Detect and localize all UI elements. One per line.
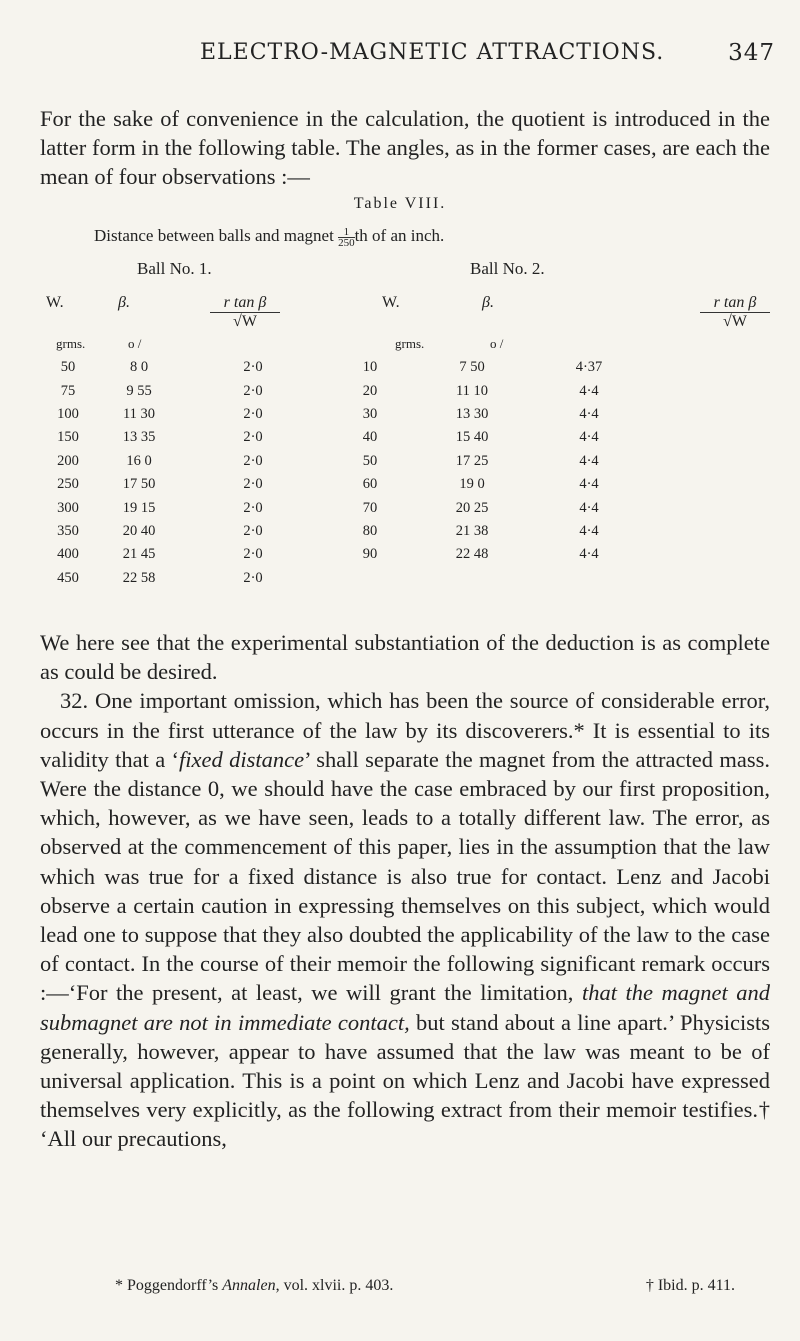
cell-w2: 60	[362, 476, 378, 493]
cell-w1: 450	[57, 569, 79, 586]
paragraph-32	[40, 686, 770, 1153]
col-rtan-numerator-2: r tan β	[700, 294, 770, 313]
unit-deg-min-2: o /	[490, 336, 504, 351]
table-row	[40, 496, 650, 519]
table-row	[40, 450, 650, 473]
col-w-heading-1: W.	[46, 294, 64, 311]
paragraph-32-part-b: ’ shall separate the magnet from the attracted mass. Were the distance 0, we should have the case embraced by our first proposition, which, however, as we have seen, leads to a totally different law. The error, as observed at the commencement of this paper, lies in the assumption that the law which was true for a fixed distance is also true for contact. Lenz and Jacobi observe a certain caution in expressing themselves on this subject, which would lead one to suppose that they also doubted the applicability of the law to the case of contact. In the course of their memoir the following significant remark occurs :—‘For the present, at least, we will grant the limitation,	[40, 746, 770, 1006]
running-title: ELECTRO-MAGNETIC ATTRACTIONS.	[200, 40, 665, 65]
cell-b1: 13 35	[122, 429, 156, 446]
cell-w2	[324, 567, 416, 590]
fraction-denominator: 250	[338, 236, 355, 249]
cell-w2: 40	[362, 429, 378, 446]
table-row	[40, 543, 650, 566]
footnote-star-journal: Annalen	[222, 1277, 276, 1294]
cell-b2: 11 10	[455, 382, 489, 399]
cell-r2: 4·4	[579, 476, 599, 493]
data-table	[40, 356, 650, 590]
col-rtan-heading-1	[210, 294, 280, 331]
cell-r1: 2·0	[243, 359, 263, 376]
fraction-numerator: 1	[338, 227, 355, 238]
cell-w1: 250	[57, 476, 79, 493]
cell-r2: 4·4	[579, 429, 599, 446]
ball-2-heading: Ball No. 2.	[470, 259, 545, 278]
cell-b1: 9 55	[126, 382, 152, 399]
cell-w1: 150	[57, 429, 79, 446]
cell-r1: 2·0	[243, 405, 263, 422]
cell-b1: 20 40	[122, 522, 156, 539]
cell-r1: 2·0	[243, 522, 263, 539]
col-w-heading-2: W.	[382, 294, 400, 311]
cell-r1: 2·0	[243, 476, 263, 493]
cell-w1: 350	[57, 522, 79, 539]
paragraph-32-part-c: but stand about a line apart.’ Physicists generally, however, appear to have assumed that the law was meant to be of universal application. This is a point on which Lenz and Jacobi have expressed themselves very explicitly, as the following extract from their memoir testifies.† ‘All our precautions,	[40, 1009, 770, 1152]
col-rtan-denominator-1: √W	[233, 313, 257, 330]
table-row	[40, 473, 650, 496]
cell-b1: 19 15	[122, 499, 156, 516]
cell-r2: 4·4	[579, 546, 599, 563]
footnote-star-a: * Poggendorff’s	[115, 1277, 223, 1294]
table-row	[40, 403, 650, 426]
col-rtan-heading-2	[700, 294, 770, 331]
cell-b2: 15 40	[455, 429, 489, 446]
cell-r2: 4·4	[579, 452, 599, 469]
cell-r2	[528, 567, 650, 590]
cell-r2: 4·4	[579, 405, 599, 422]
cell-b2: 20 25	[455, 499, 489, 516]
cell-w1: 300	[57, 499, 79, 516]
cell-b1: 21 45	[122, 546, 156, 563]
cell-w2: 70	[362, 499, 378, 516]
unit-grms-2: grms.	[395, 336, 425, 351]
distance-prefix: Distance between balls and magnet	[94, 226, 334, 245]
fixed-distance-emphasis: fixed distance	[179, 746, 305, 772]
table-body	[40, 356, 650, 590]
cell-w2: 50	[362, 452, 378, 469]
page-number: 347	[728, 40, 775, 66]
cell-b1: 8 0	[129, 359, 149, 376]
cell-r2: 4·4	[579, 382, 599, 399]
table-row	[40, 520, 650, 543]
table-row	[40, 567, 650, 590]
cell-b1: 22 58	[122, 569, 156, 586]
cell-w1: 75	[60, 382, 76, 399]
cell-b1: 16 0	[126, 452, 152, 469]
table-distance-note	[94, 226, 444, 248]
cell-r1: 2·0	[243, 429, 263, 446]
cell-w1: 400	[57, 546, 79, 563]
col-beta-heading-1: β.	[118, 294, 130, 311]
cell-w2: 80	[362, 522, 378, 539]
cell-r1: 2·0	[243, 546, 263, 563]
col-rtan-numerator-1: r tan β	[210, 294, 280, 313]
paragraph-1: We here see that the experimental substantiation of the deduction is as complete as could be desired.	[40, 630, 770, 685]
cell-b1: 17 50	[122, 476, 156, 493]
cell-b2: 7 50	[459, 359, 485, 376]
cell-w1: 100	[57, 405, 79, 422]
cell-w2: 30	[362, 405, 378, 422]
unit-deg-min-1: o /	[128, 336, 142, 351]
footnote-dagger: † Ibid. p. 411.	[645, 1277, 735, 1294]
distance-suffix: th of an inch.	[354, 226, 445, 245]
main-text	[40, 628, 770, 1154]
cell-w1: 50	[60, 359, 76, 376]
cell-w2: 90	[362, 546, 378, 563]
cell-b1: 11 30	[122, 405, 156, 422]
intro-paragraph: For the sake of convenience in the calculation, the quotient is introduced in the latter form in the following table. The angles, as in the former cases, are each the mean of four observations :—	[40, 106, 770, 190]
unit-grms-1: grms.	[56, 336, 86, 351]
cell-r1: 2·0	[243, 452, 263, 469]
cell-w2: 20	[362, 382, 378, 399]
cell-r1: 2·0	[243, 382, 263, 399]
cell-b2: 22 48	[455, 546, 489, 563]
cell-w2: 10	[362, 359, 378, 376]
table-caption: Table VIII.	[353, 195, 447, 212]
col-rtan-denominator-2: √W	[723, 313, 747, 330]
cell-b2: 17 25	[455, 452, 489, 469]
table-row	[40, 426, 650, 449]
table-row	[40, 379, 650, 402]
cell-b2: 19 0	[459, 476, 485, 493]
paragraph-32-part-a: 32. One important omission, which has been the source of considerable error, occurs in the first utterance of the law by its discoverers.* It is essential to its validity that a ‘	[40, 688, 770, 772]
cell-r2: 4·37	[575, 359, 603, 376]
cell-r1: 2·0	[243, 499, 263, 516]
cell-r2: 4·4	[579, 499, 599, 516]
footnote-star-b: , vol. xlvii. p. 403.	[275, 1277, 394, 1294]
cell-b2: 13 30	[455, 405, 489, 422]
cell-b2: 21 38	[455, 522, 489, 539]
cell-r2: 4·4	[579, 522, 599, 539]
col-beta-heading-2: β.	[482, 294, 494, 311]
cell-r1: 2·0	[243, 569, 263, 586]
distance-fraction	[338, 227, 355, 248]
table-row	[40, 356, 650, 379]
footnote-star	[115, 1277, 393, 1295]
ball-1-heading: Ball No. 1.	[137, 259, 212, 278]
contact-limitation-emphasis: that the magnet and submagnet are not in immediate contact,	[40, 980, 770, 1035]
cell-b2	[416, 567, 528, 590]
cell-w1: 200	[57, 452, 79, 469]
